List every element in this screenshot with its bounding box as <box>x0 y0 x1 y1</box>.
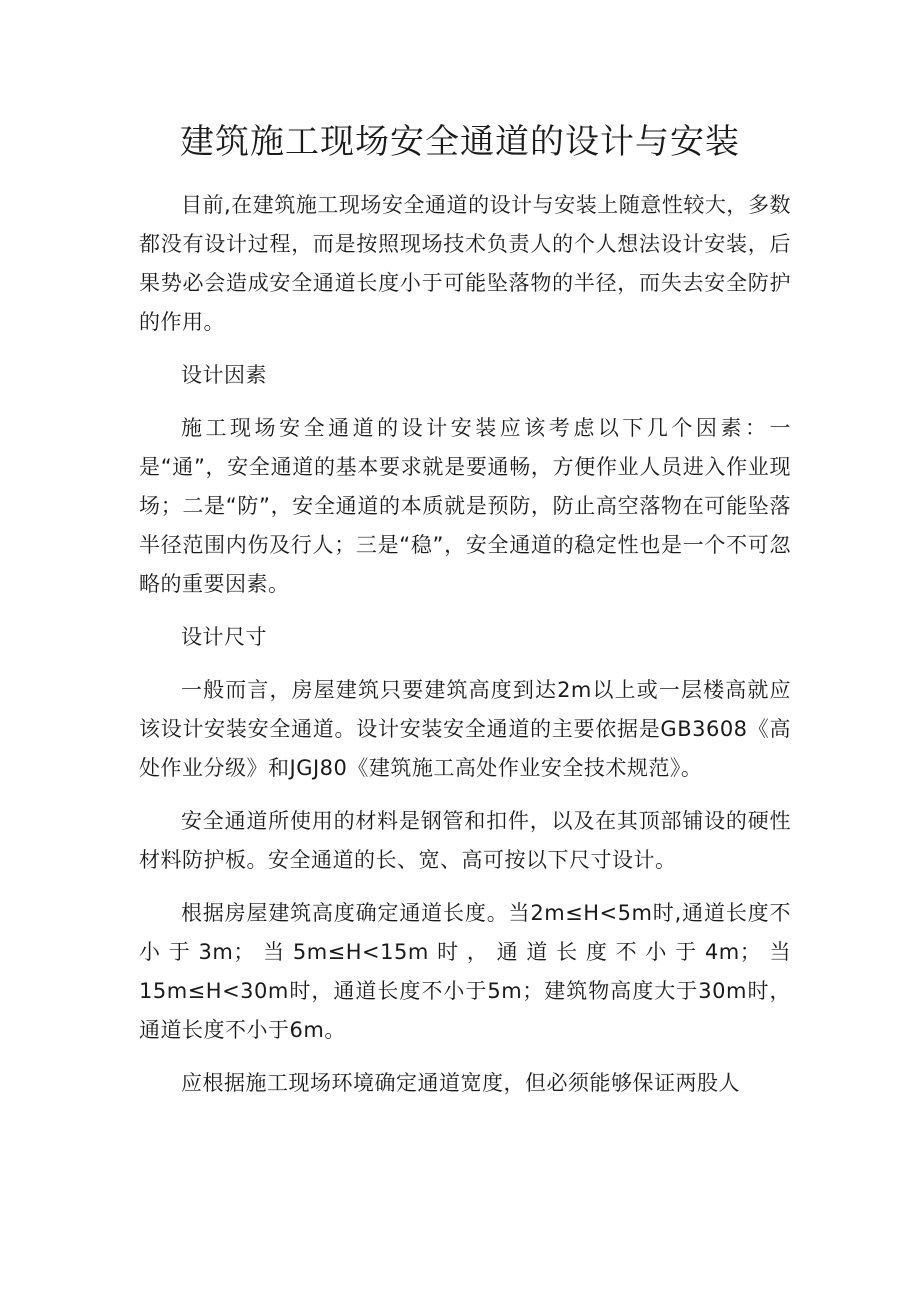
paragraph-general-requirements: 一般而言，房屋建筑只要建筑高度到达2m以上或一层楼高就应该设计安装安全通道。设计安装安全通道的主要依据是GB3608《高处作业分级》和JGJ80《建筑施工高处作业安全技术规范》。 <box>139 678 791 780</box>
paragraph-materials: 安全通道所使用的材料是钢管和扣件，以及在其顶部铺设的硬性材料防护板。安全通道的长、宽、高可按以下尺寸设计。 <box>139 809 791 872</box>
section-heading-design-size: 设计尺寸 <box>181 625 267 649</box>
paragraph-intro: 目前,在建筑施工现场安全通道的设计与安装上随意性较大，多数都没有设计过程，而是按照现场技术负责人的个人想法设计安装，后果势必会造成安全通道长度小于可能坠落物的半径，而失去安全防护的作用。 <box>139 193 791 334</box>
section-heading-design-factors: 设计因素 <box>181 363 267 387</box>
document-title: 建筑施工现场安全通道的设计与安装 <box>180 122 740 162</box>
paragraph-channel-length: 根据房屋建筑高度确定通道长度。当2m≤H<5m时,通道长度不小于3m；当5m≤H<15m时，通道长度不小于4m；当15m≤H<30m时，通道长度不小于5m；建筑物高度大于30m时，通道长度不小于6m。 <box>139 901 791 1042</box>
paragraph-design-factors: 施工现场安全通道的设计安装应该考虑以下几个因素：一是“通”，安全通道的基本要求就是要通畅，方便作业人员进入作业现场；二是“防”，安全通道的本质就是预防，防止高空落物在可能坠落半径范围内伤及行人；三是“稳”，安全通道的稳定性也是一个不可忽略的重要因素。 <box>139 416 791 596</box>
paragraph-channel-width: 应根据施工现场环境确定通道宽度，但必须能够保证两股人 <box>181 1071 740 1095</box>
document-body <box>139 186 791 1117</box>
